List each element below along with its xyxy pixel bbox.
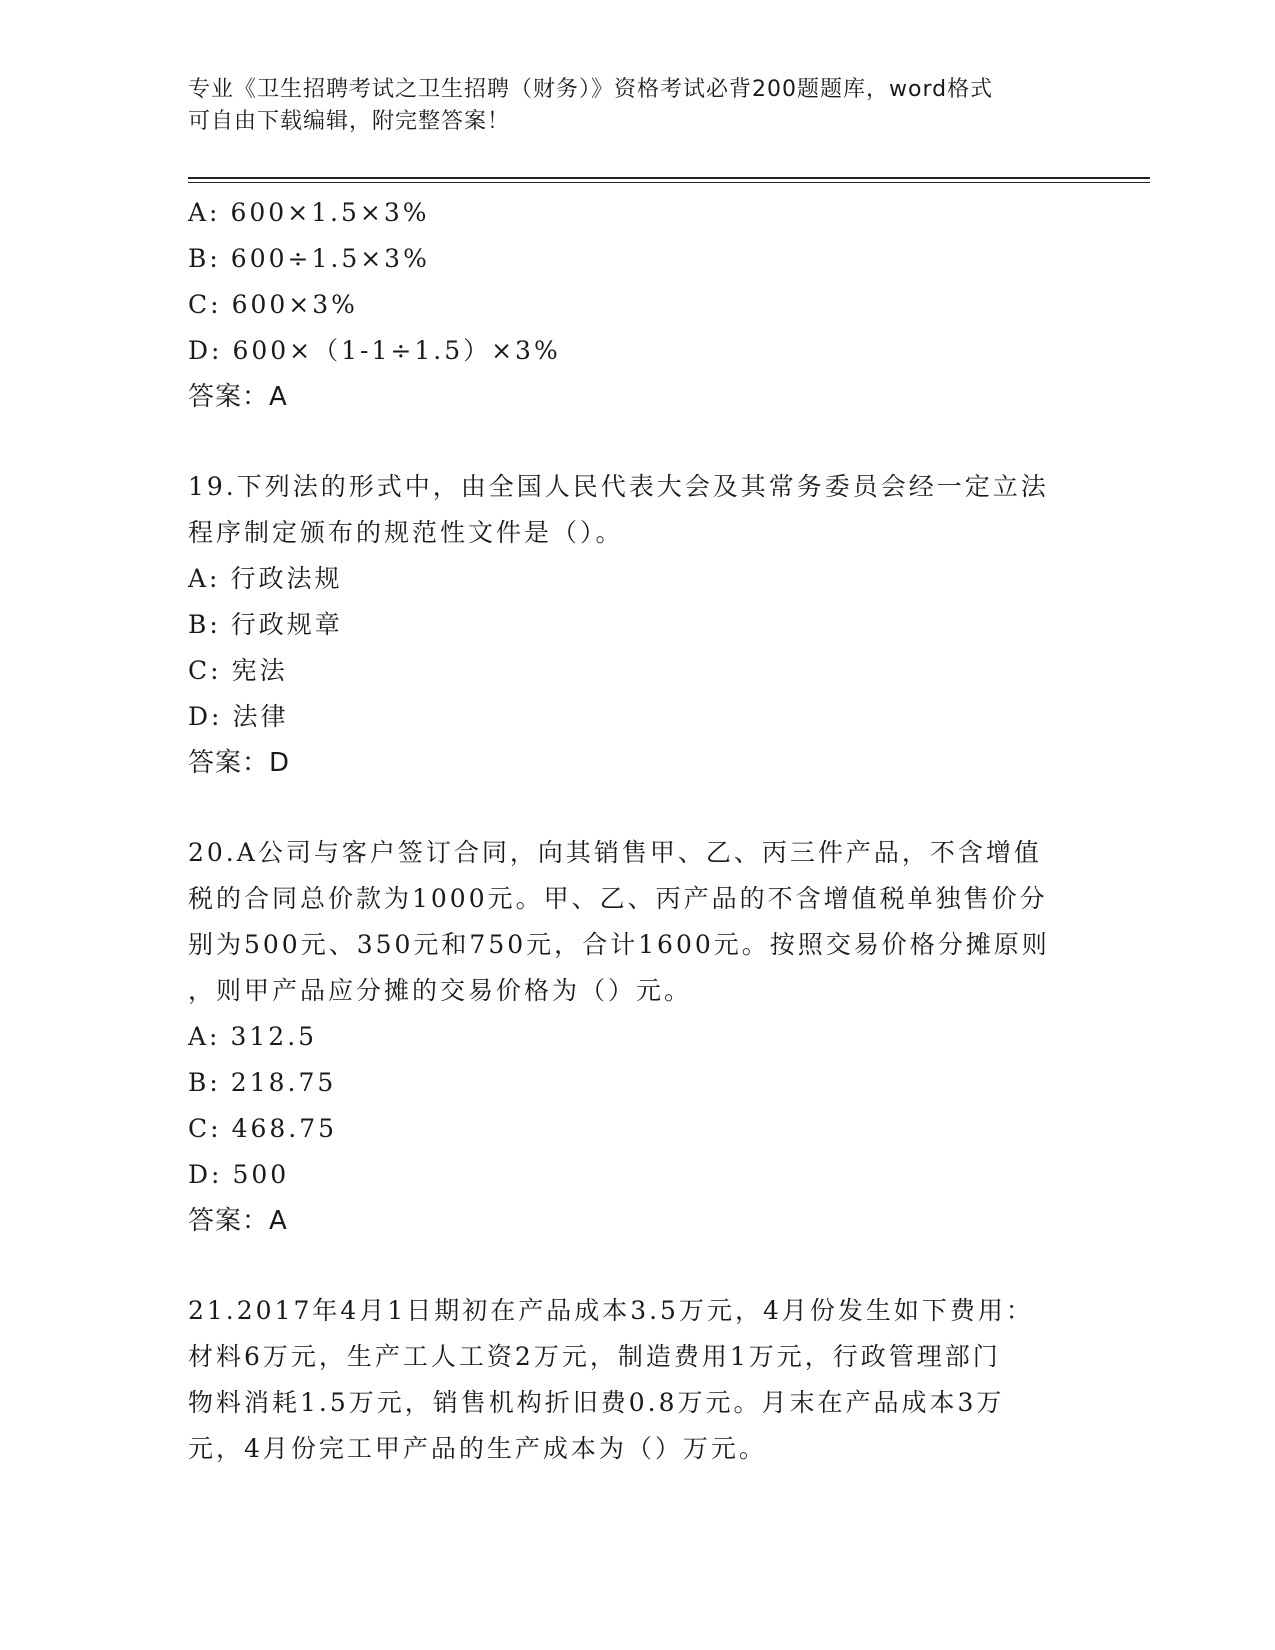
header-rule-thin xyxy=(188,182,1150,183)
option-c: C: 600×3% xyxy=(188,290,358,319)
option-d: D: 500 xyxy=(188,1160,290,1189)
question-19 xyxy=(188,464,1088,786)
option-d: D: 法律 xyxy=(188,702,289,731)
question-18 xyxy=(188,190,1088,420)
answer: 答案：A xyxy=(188,382,288,412)
document-header xyxy=(188,74,1088,138)
option-d: D: 600×（1-1÷1.5）×3% xyxy=(188,336,561,365)
option-c: C: 468.75 xyxy=(188,1114,338,1143)
header-line-2: 可自由下载编辑，附完整答案！ xyxy=(188,109,511,134)
answer: 答案：D xyxy=(188,748,291,778)
question-content xyxy=(188,190,1088,1472)
option-a: A: 312.5 xyxy=(188,1022,318,1051)
question-text: 19.下列法的形式中，由全国人民代表大会及其常务委员会经一定立法 程序制定颁布的规范性文件是（）。 xyxy=(188,472,1049,547)
question-20 xyxy=(188,830,1088,1244)
option-b: B: 600÷1.5×3% xyxy=(188,244,430,273)
option-a: A: 600×1.5×3% xyxy=(188,198,430,227)
option-b: B: 行政规章 xyxy=(188,610,343,639)
answer: 答案：A xyxy=(188,1206,288,1236)
question-21 xyxy=(188,1288,1088,1472)
option-a: A: 行政法规 xyxy=(188,564,343,593)
option-c: C: 宪法 xyxy=(188,656,288,685)
question-text: 20.A公司与客户签订合同，向其销售甲、乙、丙三件产品，不含增值 税的合同总价款为1000元。甲、乙、丙产品的不含增值税单独售价分 别为500元、350元和750元，合计1600元。按照交易价格分摊原则 ，则甲产品应分摊的交易价格为（）元。 xyxy=(188,838,1050,1005)
header-line-1: 专业《卫生招聘考试之卫生招聘（财务）》资格考试必背200题题库，word格式 xyxy=(188,77,994,102)
question-text: 21.2017年4月1日期初在产品成本3.5万元，4月份发生如下费用： 材料6万元，生产工人工资2万元，制造费用1万元，行政管理部门 物料消耗1.5万元，销售机构折旧费0.8万元。月末在产品成本3万 元，4月份完工甲产品的生产成本为（）万元。 xyxy=(188,1296,1034,1463)
option-b: B: 218.75 xyxy=(188,1068,337,1097)
header-rule-thick xyxy=(188,177,1150,179)
